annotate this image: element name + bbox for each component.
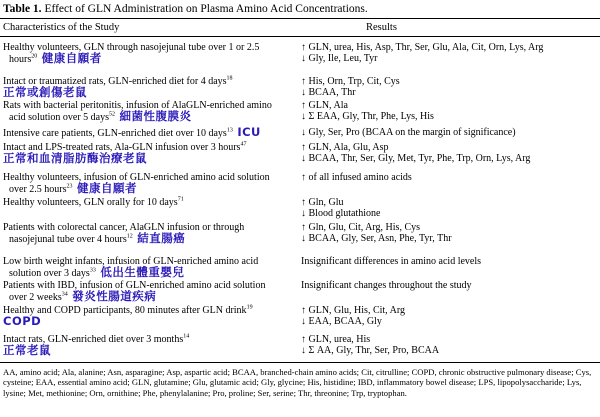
study-text: Healthy volunteers, GLN orally for 10 days: [3, 197, 178, 208]
reference-number: 19: [246, 304, 253, 311]
reference-number: 14: [183, 333, 190, 340]
study-characteristics-cell: [3, 334, 298, 356]
result-line: ↑ Gln, Glu, Cit, Arg, His, Cys: [301, 222, 420, 233]
header-results: Results: [366, 22, 397, 33]
reference-number: 23: [66, 183, 73, 190]
study-description-line: [3, 172, 298, 183]
reference-number: 20: [31, 53, 38, 60]
reference-number: 13: [226, 127, 233, 134]
study-description-line: [3, 127, 298, 138]
study-description-line: [3, 111, 298, 122]
study-description-line: [3, 316, 298, 327]
result-line: ↓ Blood glutathione: [301, 208, 381, 219]
study-characteristics-cell: [3, 197, 298, 208]
study-characteristics-cell: [3, 280, 298, 302]
bottom-rule: [0, 362, 600, 363]
study-text: Healthy volunteers, infusion of GLN-enriched amino acid solution: [3, 172, 270, 183]
top-rule: [0, 18, 600, 19]
annotation-note: 健康自願者: [72, 181, 138, 195]
header-rule: [0, 36, 600, 37]
annotation-note: 發炎性腸道疾病: [67, 289, 157, 303]
study-characteristics-cell: [3, 142, 298, 164]
result-line: ↑ His, Orn, Trp, Cit, Cys: [301, 76, 400, 87]
study-characteristics-cell: [3, 305, 298, 327]
study-description-line: [3, 267, 298, 278]
results-cell: [301, 127, 599, 138]
study-description-line: [3, 291, 298, 302]
study-text: Intact rats, GLN-enriched diet over 3 months: [3, 334, 184, 345]
study-text: solution over 3 days: [9, 268, 90, 279]
study-characteristics-cell: [3, 172, 298, 194]
reference-number: 18: [226, 75, 233, 82]
table-title: [3, 2, 597, 16]
study-text: nasojejunal tube over 4 hours: [9, 234, 127, 245]
study-description-line: [3, 53, 298, 64]
table-footnote: AA, amino acid; Ala, alanine; Asn, asparagine; Asp, aspartic acid; BCAA, branched-chain amino acids; Cit, citrulline; COPD, chronic obstructive pulmonary disease; Cys, cysteine; EAA, essential amino acid; GLN, glutamine; Glu, glutamic acid; Gly, glycine; His, histidine; IBD, inflammatory bowel disease; LPS, lipopolysaccharide; Lys, lysine; Met, methionine; Orn, ornithine; Phe, phenylalanine; Pro, proline; Ser, serine; Thr, threonine; Trp, tryptophan.: [3, 367, 592, 398]
annotation-note: COPD: [3, 314, 42, 328]
result-line: ↓ Gly, Ser, Pro (BCAA on the margin of significance): [301, 127, 516, 138]
study-text: Rats with bacterial peritonitis, infusion of AlaGLN-enriched amino: [3, 100, 272, 111]
study-text: Intact and LPS-treated rats, Ala-GLN infusion over 3 hours: [3, 142, 241, 153]
results-cell: [301, 142, 599, 164]
study-characteristics-cell: [3, 256, 298, 278]
annotation-note: ICU: [232, 125, 261, 139]
study-description-line: [3, 345, 298, 356]
reference-number: 12: [126, 233, 133, 240]
reference-number: 47: [240, 141, 247, 148]
study-description-line: [3, 197, 298, 208]
study-characteristics-cell: [3, 76, 298, 98]
study-description-line: [3, 153, 298, 164]
study-text: Patients with colorectal cancer, AlaGLN infusion or through: [3, 222, 245, 233]
results-cell: [301, 222, 599, 244]
result-line: Insignificant changes throughout the study: [301, 280, 472, 291]
results-cell: [301, 42, 599, 64]
study-characteristics-cell: [3, 100, 298, 122]
study-text: Intact or traumatized rats, GLN-enriched diet for 4 days: [3, 76, 227, 87]
result-line: ↓ BCAA, Thr, Ser, Gly, Met, Tyr, Phe, Trp, Orn, Lys, Arg: [301, 153, 531, 164]
result-line: ↓ EAA, BCAA, Gly: [301, 316, 382, 327]
table-label: Table 1.: [3, 3, 42, 15]
study-characteristics-cell: [3, 222, 298, 244]
result-line: ↑ GLN, urea, His: [301, 334, 371, 345]
result-line: ↑ GLN, Glu, His, Cit, Arg: [301, 305, 405, 316]
reference-number: 71: [177, 196, 184, 203]
annotation-note: 健康自願者: [37, 51, 102, 65]
study-text: over 2.5 hours: [9, 184, 67, 195]
result-line: ↓ Σ AA, Gly, Thr, Ser, Pro, BCAA: [301, 345, 440, 356]
study-text: Intensive care patients, GLN-enriched diet over 10 days: [3, 128, 227, 139]
results-cell: [301, 197, 599, 219]
study-text: Patients with IBD, infusion of GLN-enriched amino acid solution: [3, 280, 266, 291]
study-description-line: [3, 305, 298, 316]
annotation-note: 細菌性腹膜炎: [114, 109, 192, 123]
results-cell: [301, 76, 599, 98]
study-text: over 2 weeks: [9, 292, 62, 303]
result-line: ↓ Σ EAA, Gly, Thr, Phe, Lys, His: [301, 111, 434, 122]
study-text: Healthy and COPD participants, 80 minutes after GLN drink: [3, 305, 247, 316]
result-line: ↓ Gly, Ile, Leu, Tyr: [301, 53, 378, 64]
annotation-note: 結直腸癌: [132, 231, 186, 245]
study-text: acid solution over 5 days: [9, 112, 109, 123]
result-line: ↑ Gln, Glu: [301, 197, 344, 208]
results-cell: [301, 172, 599, 183]
reference-number: 33: [89, 267, 96, 274]
study-text: hours: [9, 54, 32, 65]
result-line: ↑ GLN, urea, His, Asp, Thr, Ser, Glu, Ala, Cit, Orn, Lys, Arg: [301, 42, 544, 53]
result-line: ↑ GLN, Ala: [301, 100, 348, 111]
result-line: ↓ BCAA, Thr: [301, 87, 356, 98]
annotation-note: 正常或創傷老鼠: [3, 85, 87, 99]
header-characteristics: Characteristics of the Study: [3, 22, 120, 33]
results-cell: [301, 334, 599, 356]
table-caption: Effect of GLN Administration on Plasma Amino Acid Concentrations.: [44, 3, 368, 15]
study-description-line: [3, 183, 298, 194]
reference-number: 34: [61, 291, 68, 298]
study-characteristics-cell: [3, 127, 298, 138]
study-characteristics-cell: [3, 42, 298, 64]
result-line: Insignificant differences in amino acid levels: [301, 256, 482, 267]
results-cell: [301, 280, 599, 291]
results-cell: [301, 100, 599, 122]
reference-number: 52: [108, 111, 115, 118]
result-line: ↑ of all infused amino acids: [301, 172, 412, 183]
study-description-line: [3, 233, 298, 244]
result-line: ↓ BCAA, Gly, Ser, Asn, Phe, Tyr, Thr: [301, 233, 452, 244]
results-cell: [301, 256, 599, 267]
study-text: Low birth weight infants, infusion of GLN-enriched amino acid: [3, 256, 259, 267]
annotation-note: 正常和血清脂肪酶治療老鼠: [3, 151, 147, 165]
result-line: ↑ GLN, Ala, Glu, Asp: [301, 142, 389, 153]
results-cell: [301, 305, 599, 327]
annotation-note: 低出生體重嬰兒: [95, 265, 185, 279]
annotation-note: 正常老鼠: [3, 343, 51, 357]
study-text: Healthy volunteers, GLN through nasojejunal tube over 1 or 2.5: [3, 42, 260, 53]
study-description-line: [3, 87, 298, 98]
